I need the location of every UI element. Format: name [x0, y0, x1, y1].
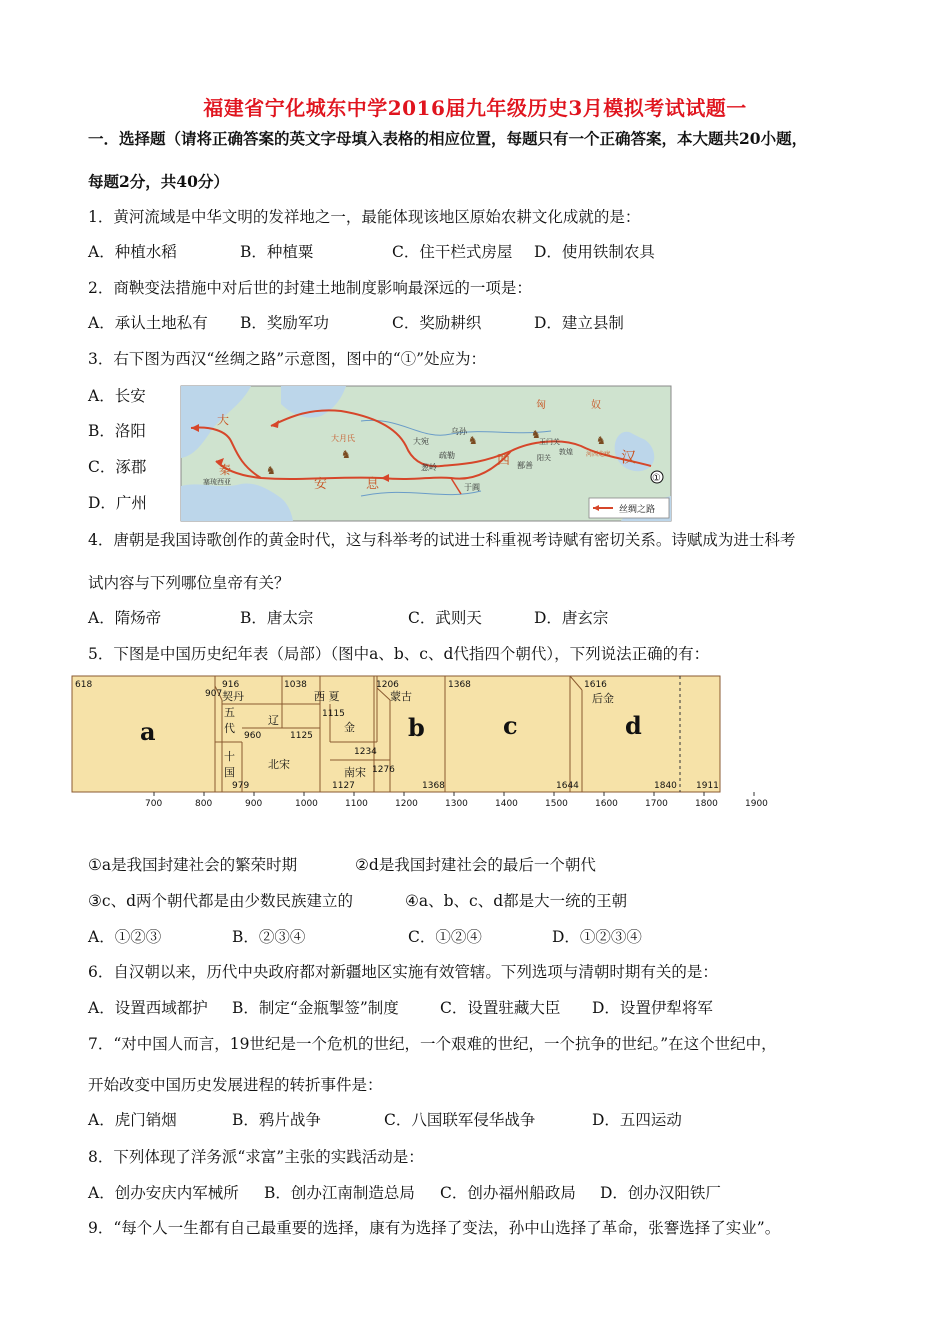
axis-tick-label: 1100 [345, 799, 368, 809]
axis-tick-label: 800 [195, 799, 213, 809]
tl-960: 960 [244, 731, 262, 741]
q6-option-b: B．制定“金瓶掣签”制度 [232, 999, 399, 1017]
tl-1840: 1840 [654, 781, 677, 791]
map-label-xiongnu2: 奴 [591, 400, 601, 411]
question-3-stem: 3．右下图为西汉“丝绸之路”示意图，图中的“①”处应为： [88, 350, 487, 368]
q7-option-a: A．虎门销烟 [88, 1111, 177, 1129]
question-5-stem: 5．下图是中国历史纪年表（局部）（图中a、b、c、d代指四个朝代），下列说法正确的有： [88, 645, 710, 663]
tl-1127: 1127 [332, 781, 355, 791]
tl-1644: 1644 [556, 781, 579, 791]
q2-option-d: D．建立县制 [534, 314, 624, 332]
tl-907: 907 [205, 689, 223, 699]
tl-1125: 1125 [290, 731, 313, 741]
map-label-xi2: 息 [366, 477, 380, 492]
map-label-congling: 葱岭 [421, 463, 437, 472]
tl-liao: 辽 [268, 714, 279, 727]
map-label-yangguan: 阳关 [537, 454, 551, 462]
map-label-xiongnu: 匈 [536, 400, 546, 411]
tl-jin: 金 [344, 721, 355, 734]
question-7-stem-cont: 开始改变中国历史发展进程的转折事件是： [88, 1076, 383, 1094]
section-heading: 一．选择题（请将正确答案的英文字母填入表格的相应位置，每题只有一个正确答案，本大题共20小题， [88, 129, 808, 148]
axis-tick-label: 1300 [445, 799, 468, 809]
q5-statement-3: ③c、d两个朝代都是由少数民族建立的 [88, 892, 353, 910]
axis-tick-label: 1500 [545, 799, 568, 809]
camel-icon: ♞ [341, 448, 351, 461]
tl-1616: 1616 [584, 680, 607, 690]
tl-letter-c: c [503, 711, 518, 740]
tl-1115: 1115 [322, 709, 345, 719]
tl-letter-b: b [408, 713, 425, 742]
map-label-dawan: 大宛 [413, 437, 429, 446]
q6-option-c: C．设置驻藏大臣 [440, 999, 561, 1017]
question-1-stem: 1．黄河流域是中华文明的发祥地之一，最能体现该地区原始农耕文化成就的是： [88, 208, 641, 226]
camel-icon: ♞ [468, 434, 478, 447]
map-label-saisiyoudu: 塞琉西亚 [203, 478, 231, 486]
q8-option-b: B．创办江南制造总局 [264, 1184, 415, 1202]
q3-option-b: B．洛阳 [88, 422, 146, 440]
tl-houjin: 后金 [592, 692, 614, 705]
question-7-stem: 7．“对中国人而言，19世纪是一个危机的世纪，一个艰难的世纪，一个抗争的世纪。”在这个世纪中， [88, 1035, 777, 1053]
axis-tick-label: 1700 [645, 799, 668, 809]
dynasty-timeline [72, 676, 768, 809]
q2-option-b: B．奖励军功 [240, 314, 329, 332]
tl-letter-a: a [140, 717, 156, 746]
tl-letter-d: d [625, 711, 642, 740]
q7-option-b: B．鸦片战争 [232, 1111, 321, 1129]
axis-tick-label: 1400 [495, 799, 518, 809]
axis-tick-label: 700 [145, 799, 163, 809]
tl-shi: 十 [224, 750, 235, 763]
q7-option-d: D．五四运动 [592, 1111, 682, 1129]
axis-tick-label: 1000 [295, 799, 318, 809]
question-6-stem: 6．自汉朝以来，历代中央政府都对新疆地区实施有效管辖。下列选项与清朝时期有关的是： [88, 963, 718, 981]
map-label-da: 大 [217, 413, 230, 427]
map-legend-label: 丝绸之路 [619, 505, 656, 515]
q5-option-d: D．①②③④ [552, 928, 642, 946]
axis-tick-label: 900 [245, 799, 263, 809]
q1-option-a: A．种植水稻 [88, 243, 177, 261]
q7-option-c: C．八国联军侵华战争 [384, 1111, 536, 1129]
map-label-dayuezhi: 大月氏 [331, 434, 355, 443]
map-label-qin: 秦 [219, 463, 232, 477]
map-label-dunhuang: 敦煌 [559, 448, 573, 456]
tl-1276: 1276 [372, 765, 395, 775]
tl-guo: 国 [224, 766, 235, 779]
tl-1038: 1038 [284, 680, 307, 690]
q4-option-b: B．唐太宗 [240, 609, 314, 627]
map-label-hexi: 河西走廊 [586, 451, 611, 458]
axis-tick-label: 1600 [595, 799, 618, 809]
map-label-yumenguan: 玉门关 [539, 438, 560, 446]
q6-option-a: A．设置西域都护 [88, 999, 208, 1017]
camel-icon: ♞ [596, 434, 606, 447]
q5-option-b: B．②③④ [232, 928, 306, 946]
tl-979: 979 [232, 781, 250, 791]
map-label-wusun: 乌孙 [451, 427, 467, 436]
tl-wu: 五 [224, 706, 235, 719]
map-marker: ① [652, 473, 661, 484]
question-8-stem: 8．下列体现了洋务派“求富”主张的实践活动是： [88, 1148, 424, 1166]
tl-xixia: 西 夏 [314, 690, 340, 703]
tl-1911: 1911 [696, 781, 719, 791]
question-4-stem: 4．唐朝是我国诗歌创作的黄金时代，这与科举考的试进士科重视考诗赋有密切关系。诗赋成为进士科考 [88, 531, 796, 549]
q4-option-d: D．唐玄宗 [534, 609, 609, 627]
q2-option-a: A．承认土地私有 [88, 314, 208, 332]
tl-916: 916 [222, 680, 240, 690]
q1-option-c: C．住干栏式房屋 [392, 243, 513, 261]
question-9-stem: 9．“每个人一生都有自己最重要的选择，康有为选择了变法，孙中山选择了革命，张謇选择了实业”。 [88, 1219, 781, 1237]
timeline-axis [145, 792, 768, 809]
q4-option-c: C．武则天 [408, 609, 482, 627]
q8-option-d: D．创办汉阳铁厂 [600, 1184, 721, 1202]
tl-618: 618 [75, 680, 93, 690]
tl-menggu: 蒙古 [390, 690, 412, 703]
tl-qidan: 契丹 [222, 690, 244, 703]
question-4-stem-cont: 试内容与下列哪位皇帝有关？ [88, 574, 290, 592]
map-label-yutian: 于阗 [464, 483, 480, 492]
tl-1368-top: 1368 [448, 680, 471, 690]
q3-option-c: C．涿郡 [88, 458, 147, 476]
axis-tick-label: 1800 [695, 799, 718, 809]
q4-option-a: A．隋炀帝 [88, 609, 162, 627]
tl-nansong: 南宋 [344, 766, 366, 779]
q3-option-d: D．广州 [88, 494, 147, 512]
tl-1234: 1234 [354, 747, 377, 757]
q3-option-a: A．长安 [88, 387, 146, 405]
q5-statement-4: ④a、b、c、d都是大一统的王朝 [405, 892, 628, 910]
tl-beisong: 北宋 [268, 758, 290, 771]
map-label-shanshan: 鄯善 [517, 461, 533, 470]
silk-road-map [181, 386, 671, 521]
camel-icon: ♞ [266, 464, 276, 477]
question-2-stem: 2．商鞅变法措施中对后世的封建土地制度影响最深远的一项是： [88, 279, 532, 297]
axis-tick-label: 1200 [395, 799, 418, 809]
tl-dai: 代 [224, 722, 235, 735]
camel-icon: ♞ [531, 428, 541, 441]
q5-option-c: C．①②④ [408, 928, 482, 946]
map-label-han: 汉 [621, 448, 637, 466]
map-label-an: 安 [314, 477, 328, 492]
q5-statement-1: ①a是我国封建社会的繁荣时期 [88, 856, 298, 874]
tl-1368-bottom: 1368 [422, 781, 445, 791]
map-label-xi: 西 [497, 453, 511, 468]
q1-option-b: B．种植粟 [240, 243, 314, 261]
tl-1206: 1206 [376, 680, 399, 690]
q6-option-d: D．设置伊犁将军 [592, 999, 713, 1017]
axis-tick-label: 1900 [745, 799, 768, 809]
q2-option-c: C．奖励耕织 [392, 314, 482, 332]
section-heading-cont: 每题2分，共40分） [88, 172, 229, 191]
q5-statement-2: ②d是我国封建社会的最后一个朝代 [355, 856, 596, 874]
q8-option-c: C．创办福州船政局 [440, 1184, 576, 1202]
q8-option-a: A．创办安庆内军械所 [88, 1184, 239, 1202]
q5-option-a: A．①②③ [88, 928, 162, 946]
map-label-shule: 疏勒 [439, 451, 455, 460]
exam-title: 福建省宁化城东中学2016届九年级历史3月模拟考试试题一 [203, 96, 747, 120]
q1-option-d: D．使用铁制农具 [534, 243, 655, 261]
